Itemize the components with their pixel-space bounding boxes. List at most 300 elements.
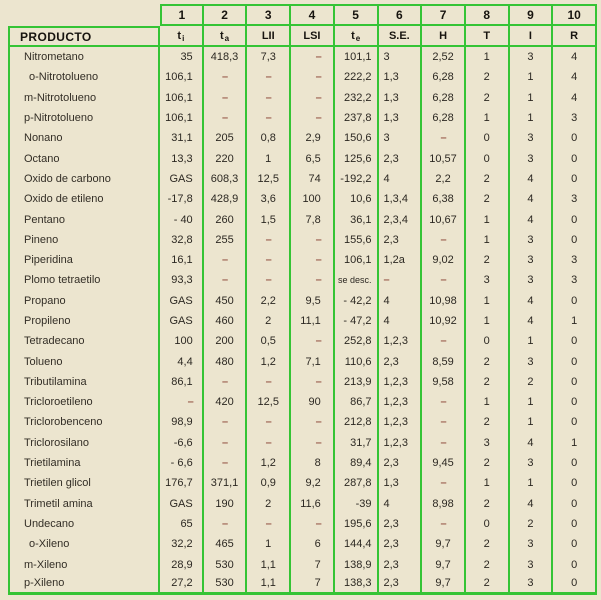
value-cell: – (291, 514, 335, 534)
column-header-label: LSI (303, 29, 321, 42)
value-cell: 12,5 (247, 392, 291, 412)
column-header (510, 26, 554, 47)
column-header-label: T (483, 29, 491, 42)
value-cell: -192,2 (335, 169, 379, 189)
value-cell: 200 (204, 331, 248, 351)
value-cell: 371,1 (204, 473, 248, 493)
value-cell: -6,6 (160, 433, 204, 453)
product-name: m-Xileno (8, 554, 160, 574)
value-cell: 1,2 (247, 453, 291, 473)
value-cell: 2,3 (379, 534, 423, 554)
value-cell: – (204, 108, 248, 128)
value-cell: 2 (466, 189, 510, 209)
value-cell: 3 (553, 189, 597, 209)
value-cell: 3 (510, 270, 554, 290)
value-cell: 1 (466, 209, 510, 229)
value-cell: 8,98 (422, 494, 466, 514)
value-cell: 232,2 (335, 88, 379, 108)
value-cell: 2,9 (291, 128, 335, 148)
value-cell: 0 (553, 534, 597, 554)
value-cell: 4 (510, 291, 554, 311)
product-name: Propileno (8, 311, 160, 331)
value-cell: 100 (291, 189, 335, 209)
product-name: p-Nitrotolueno (8, 108, 160, 128)
value-cell: 9,02 (422, 250, 466, 270)
value-cell: 100 (160, 331, 204, 351)
value-cell: 2,3,4 (379, 209, 423, 229)
value-cell: 530 (204, 554, 248, 574)
value-cell: – (204, 433, 248, 453)
value-cell: - 6,6 (160, 453, 204, 473)
value-cell: – (160, 392, 204, 412)
value-cell: 7,3 (247, 47, 291, 67)
value-cell: 6,28 (422, 67, 466, 87)
value-cell: 1,3 (379, 108, 423, 128)
value-cell: 0 (466, 331, 510, 351)
value-cell: 32,8 (160, 230, 204, 250)
value-cell: 35 (160, 47, 204, 67)
value-cell: 3 (379, 47, 423, 67)
value-cell: – (204, 453, 248, 473)
product-column-header: PRODUCTO (8, 26, 160, 47)
column-header (335, 26, 379, 47)
product-name: p-Xileno (8, 575, 160, 595)
value-cell: 2 (466, 372, 510, 392)
product-name: Tricloroetileno (8, 392, 160, 412)
value-cell: 8,59 (422, 351, 466, 371)
value-cell: 2,3 (379, 453, 423, 473)
value-cell: 0 (553, 453, 597, 473)
value-cell: – (291, 433, 335, 453)
value-cell: 252,8 (335, 331, 379, 351)
value-cell: 106,1 (335, 250, 379, 270)
value-cell: 2 (466, 453, 510, 473)
value-cell: 1 (247, 534, 291, 554)
value-cell: 11,1 (291, 311, 335, 331)
value-cell: 7,8 (291, 209, 335, 229)
column-number: 4 (291, 4, 335, 26)
value-cell: 16,1 (160, 250, 204, 270)
value-cell: 125,6 (335, 148, 379, 168)
value-cell: – (291, 372, 335, 392)
value-cell: 10,57 (422, 148, 466, 168)
value-cell: 0 (553, 291, 597, 311)
product-name: Oxido de carbono (8, 169, 160, 189)
value-cell: 65 (160, 514, 204, 534)
column-number: 9 (510, 4, 554, 26)
product-name: m-Nitrotolueno (8, 88, 160, 108)
value-cell: 3 (510, 47, 554, 67)
value-cell: 0 (553, 412, 597, 432)
value-cell: 460 (204, 311, 248, 331)
value-cell: 3 (510, 351, 554, 371)
value-cell: 1,2,3 (379, 372, 423, 392)
value-cell: 9,7 (422, 575, 466, 595)
value-cell: 10,67 (422, 209, 466, 229)
value-cell: 9,2 (291, 473, 335, 493)
value-cell: 3 (553, 108, 597, 128)
value-cell: 1 (510, 331, 554, 351)
value-cell: 2 (466, 351, 510, 371)
value-cell: 31,1 (160, 128, 204, 148)
column-header-label: t (219, 29, 224, 42)
product-name: Triclorobenceno (8, 412, 160, 432)
column-header-label: H (439, 29, 448, 42)
value-cell: 0 (553, 351, 597, 371)
value-cell: – (291, 47, 335, 67)
value-cell: 74 (291, 169, 335, 189)
value-cell: 2,2 (247, 291, 291, 311)
value-cell: 10,92 (422, 311, 466, 331)
value-cell: 0 (553, 494, 597, 514)
value-cell: 450 (204, 291, 248, 311)
column-header (466, 26, 510, 47)
value-cell: -39 (335, 494, 379, 514)
value-cell: 1,2,3 (379, 412, 423, 432)
value-cell: 2 (466, 169, 510, 189)
value-cell: GAS (160, 494, 204, 514)
value-cell: 10,6 (335, 189, 379, 209)
value-cell: 0 (553, 473, 597, 493)
value-cell: 2 (466, 554, 510, 574)
value-cell: 1,1 (247, 575, 291, 595)
value-cell: 4 (510, 433, 554, 453)
value-cell: 31,7 (335, 433, 379, 453)
value-cell: 1 (466, 473, 510, 493)
product-name: Undecano (8, 514, 160, 534)
value-cell: 3 (510, 230, 554, 250)
value-cell: – (291, 88, 335, 108)
value-cell: 213,9 (335, 372, 379, 392)
column-header-label: LII (261, 29, 275, 42)
column-number: 7 (422, 4, 466, 26)
value-cell: 110,6 (335, 351, 379, 371)
value-cell: 4 (510, 169, 554, 189)
value-cell: 1 (466, 47, 510, 67)
value-cell: – (422, 514, 466, 534)
value-cell: 3 (379, 128, 423, 148)
product-name: Octano (8, 148, 160, 168)
value-cell: 465 (204, 534, 248, 554)
value-cell: 12,5 (247, 169, 291, 189)
value-cell: – (422, 433, 466, 453)
value-cell: – (291, 270, 335, 290)
value-cell: 6 (291, 534, 335, 554)
value-cell: – (247, 250, 291, 270)
value-cell: 1 (553, 433, 597, 453)
value-cell: – (204, 270, 248, 290)
product-name: Tetradecano (8, 331, 160, 351)
value-cell: 106,1 (160, 88, 204, 108)
value-cell: 1,3,4 (379, 189, 423, 209)
column-header-label: t (177, 29, 182, 42)
value-cell: 0 (553, 514, 597, 534)
value-cell: – (247, 108, 291, 128)
value-cell: 6,28 (422, 88, 466, 108)
value-cell: 195,6 (335, 514, 379, 534)
value-cell: 0 (466, 514, 510, 534)
product-name: Nonano (8, 128, 160, 148)
value-cell: 36,1 (335, 209, 379, 229)
value-cell: 3 (510, 453, 554, 473)
value-cell: – (291, 250, 335, 270)
value-cell: – (422, 473, 466, 493)
column-number: 6 (379, 4, 423, 26)
value-cell: – (422, 128, 466, 148)
value-cell: 1 (466, 108, 510, 128)
value-cell: 428,9 (204, 189, 248, 209)
value-cell: 0 (553, 169, 597, 189)
value-cell: – (204, 372, 248, 392)
value-cell: -17,8 (160, 189, 204, 209)
value-cell: 93,3 (160, 270, 204, 290)
value-cell: 1,2,3 (379, 392, 423, 412)
value-cell: 176,7 (160, 473, 204, 493)
product-name: Trimetil amina (8, 494, 160, 514)
value-cell: 4 (379, 291, 423, 311)
value-cell: 480 (204, 351, 248, 371)
column-number: 5 (335, 4, 379, 26)
value-cell: 1,3 (379, 473, 423, 493)
column-number: 1 (160, 4, 204, 26)
value-cell: 11,6 (291, 494, 335, 514)
value-cell: – (291, 331, 335, 351)
value-cell: 1 (510, 88, 554, 108)
value-cell: 10,98 (422, 291, 466, 311)
value-cell: 7 (291, 575, 335, 595)
value-cell: 2,3 (379, 230, 423, 250)
product-properties-table (8, 4, 597, 595)
value-cell: 2,3 (379, 554, 423, 574)
value-cell: 0,8 (247, 128, 291, 148)
product-name: o-Xileno (8, 534, 160, 554)
value-cell: 4 (379, 311, 423, 331)
value-cell: 420 (204, 392, 248, 412)
value-cell: 2 (466, 67, 510, 87)
value-cell: 6,38 (422, 189, 466, 209)
value-cell: 0,9 (247, 473, 291, 493)
value-cell: 1 (553, 311, 597, 331)
value-cell: 0 (553, 128, 597, 148)
value-cell: 2 (510, 372, 554, 392)
column-header-subscript: a (224, 34, 230, 43)
value-cell: 1 (510, 412, 554, 432)
value-cell: – (247, 514, 291, 534)
value-cell: 89,4 (335, 453, 379, 473)
value-cell: 13,3 (160, 148, 204, 168)
value-cell: 608,3 (204, 169, 248, 189)
value-cell: 3 (510, 554, 554, 574)
value-cell: 1,2 (247, 351, 291, 371)
column-header-subscript: e (355, 34, 361, 43)
value-cell: 2,3 (379, 514, 423, 534)
product-name: Trietilamina (8, 453, 160, 473)
product-name: Oxido de etileno (8, 189, 160, 209)
value-cell: GAS (160, 169, 204, 189)
value-cell: 190 (204, 494, 248, 514)
column-number: 8 (466, 4, 510, 26)
value-cell: 287,8 (335, 473, 379, 493)
value-cell: 86,7 (335, 392, 379, 412)
value-cell: 90 (291, 392, 335, 412)
value-cell: 4 (510, 311, 554, 331)
value-cell: 86,1 (160, 372, 204, 392)
value-cell: se desc. (335, 270, 379, 290)
product-name: Pentano (8, 209, 160, 229)
value-cell: 222,2 (335, 67, 379, 87)
value-cell: 9,58 (422, 372, 466, 392)
value-cell: 106,1 (160, 108, 204, 128)
value-cell: 2,3 (379, 351, 423, 371)
column-header (291, 26, 335, 47)
value-cell: 0 (466, 128, 510, 148)
value-cell: 255 (204, 230, 248, 250)
value-cell: 212,8 (335, 412, 379, 432)
value-cell: GAS (160, 311, 204, 331)
value-cell: 144,4 (335, 534, 379, 554)
value-cell: 32,2 (160, 534, 204, 554)
value-cell: 4 (379, 169, 423, 189)
value-cell: 220 (204, 148, 248, 168)
product-name: Plomo tetraetilo (8, 270, 160, 290)
value-cell: – (422, 412, 466, 432)
value-cell: – (247, 88, 291, 108)
value-cell: 1 (510, 67, 554, 87)
value-cell: – (204, 250, 248, 270)
value-cell: – (247, 372, 291, 392)
value-cell: 6,5 (291, 148, 335, 168)
value-cell: 3 (510, 128, 554, 148)
value-cell: – (291, 67, 335, 87)
value-cell: 2 (466, 250, 510, 270)
column-number: 3 (247, 4, 291, 26)
column-header-label: I (528, 29, 532, 42)
value-cell: 4 (553, 47, 597, 67)
value-cell: 27,2 (160, 575, 204, 595)
value-cell: – (422, 331, 466, 351)
value-cell: – (247, 412, 291, 432)
value-cell: 3 (510, 534, 554, 554)
value-cell: 3 (553, 270, 597, 290)
product-name: Propano (8, 291, 160, 311)
value-cell: 4 (510, 189, 554, 209)
value-cell: 237,8 (335, 108, 379, 128)
column-header-label: t (351, 29, 355, 42)
value-cell: 3 (466, 433, 510, 453)
value-cell: 0 (553, 554, 597, 574)
value-cell: 1 (510, 108, 554, 128)
column-header-label: S.E. (388, 29, 410, 42)
value-cell: – (422, 270, 466, 290)
column-header (422, 26, 466, 47)
value-cell: – (291, 230, 335, 250)
value-cell: 4 (510, 209, 554, 229)
value-cell: 3 (510, 575, 554, 595)
value-cell: 8 (291, 453, 335, 473)
column-number: 10 (553, 4, 597, 26)
value-cell: – (204, 88, 248, 108)
value-cell: 530 (204, 575, 248, 595)
value-cell: 9,7 (422, 554, 466, 574)
product-name: Piperidina (8, 250, 160, 270)
column-header (553, 26, 597, 47)
value-cell: – (204, 514, 248, 534)
value-cell: 7 (291, 554, 335, 574)
column-header (247, 26, 291, 47)
value-cell: 138,3 (335, 575, 379, 595)
product-name: Nitrometano (8, 47, 160, 67)
value-cell: 4 (379, 494, 423, 514)
value-cell: 1 (466, 230, 510, 250)
value-cell: 1 (466, 291, 510, 311)
product-name: Tolueno (8, 351, 160, 371)
value-cell: 7,1 (291, 351, 335, 371)
value-cell: 4 (553, 88, 597, 108)
value-cell: 2 (247, 311, 291, 331)
value-cell: 3 (466, 270, 510, 290)
value-cell: 1 (466, 311, 510, 331)
column-header (204, 26, 248, 47)
value-cell: – (247, 67, 291, 87)
value-cell: 3 (510, 250, 554, 270)
value-cell: – (204, 67, 248, 87)
value-cell: 101,1 (335, 47, 379, 67)
value-cell: 3 (510, 148, 554, 168)
value-cell: 0 (466, 148, 510, 168)
column-number: 2 (204, 4, 248, 26)
value-cell: 150,6 (335, 128, 379, 148)
value-cell: – (422, 230, 466, 250)
value-cell: 2,3 (379, 575, 423, 595)
value-cell: 2,3 (379, 148, 423, 168)
value-cell: 2 (510, 514, 554, 534)
value-cell: 9,45 (422, 453, 466, 473)
value-cell: 0 (553, 209, 597, 229)
value-cell: – (379, 270, 423, 290)
value-cell: 1 (247, 148, 291, 168)
value-cell: 2 (466, 534, 510, 554)
column-header (379, 26, 423, 47)
value-cell: 4 (510, 494, 554, 514)
value-cell: 0 (553, 230, 597, 250)
value-cell: 0 (553, 575, 597, 595)
value-cell: 0 (553, 392, 597, 412)
value-cell: 98,9 (160, 412, 204, 432)
value-cell: 3,6 (247, 189, 291, 209)
value-cell: - 40 (160, 209, 204, 229)
product-name: Trietilen glicol (8, 473, 160, 493)
value-cell: 4 (553, 67, 597, 87)
value-cell: 1,3 (379, 88, 423, 108)
value-cell: 1 (510, 392, 554, 412)
value-cell: 2,52 (422, 47, 466, 67)
value-cell: 28,9 (160, 554, 204, 574)
value-cell: 1 (466, 392, 510, 412)
value-cell: 2 (466, 412, 510, 432)
value-cell: 9,7 (422, 534, 466, 554)
value-cell: 1,2,3 (379, 433, 423, 453)
value-cell: GAS (160, 291, 204, 311)
value-cell: – (291, 412, 335, 432)
value-cell: 138,9 (335, 554, 379, 574)
value-cell: 1,3 (379, 67, 423, 87)
value-cell: – (422, 392, 466, 412)
value-cell: – (204, 412, 248, 432)
value-cell: – (247, 433, 291, 453)
value-cell: – (291, 108, 335, 128)
value-cell: 2 (466, 575, 510, 595)
column-header-subscript: i (182, 34, 185, 43)
